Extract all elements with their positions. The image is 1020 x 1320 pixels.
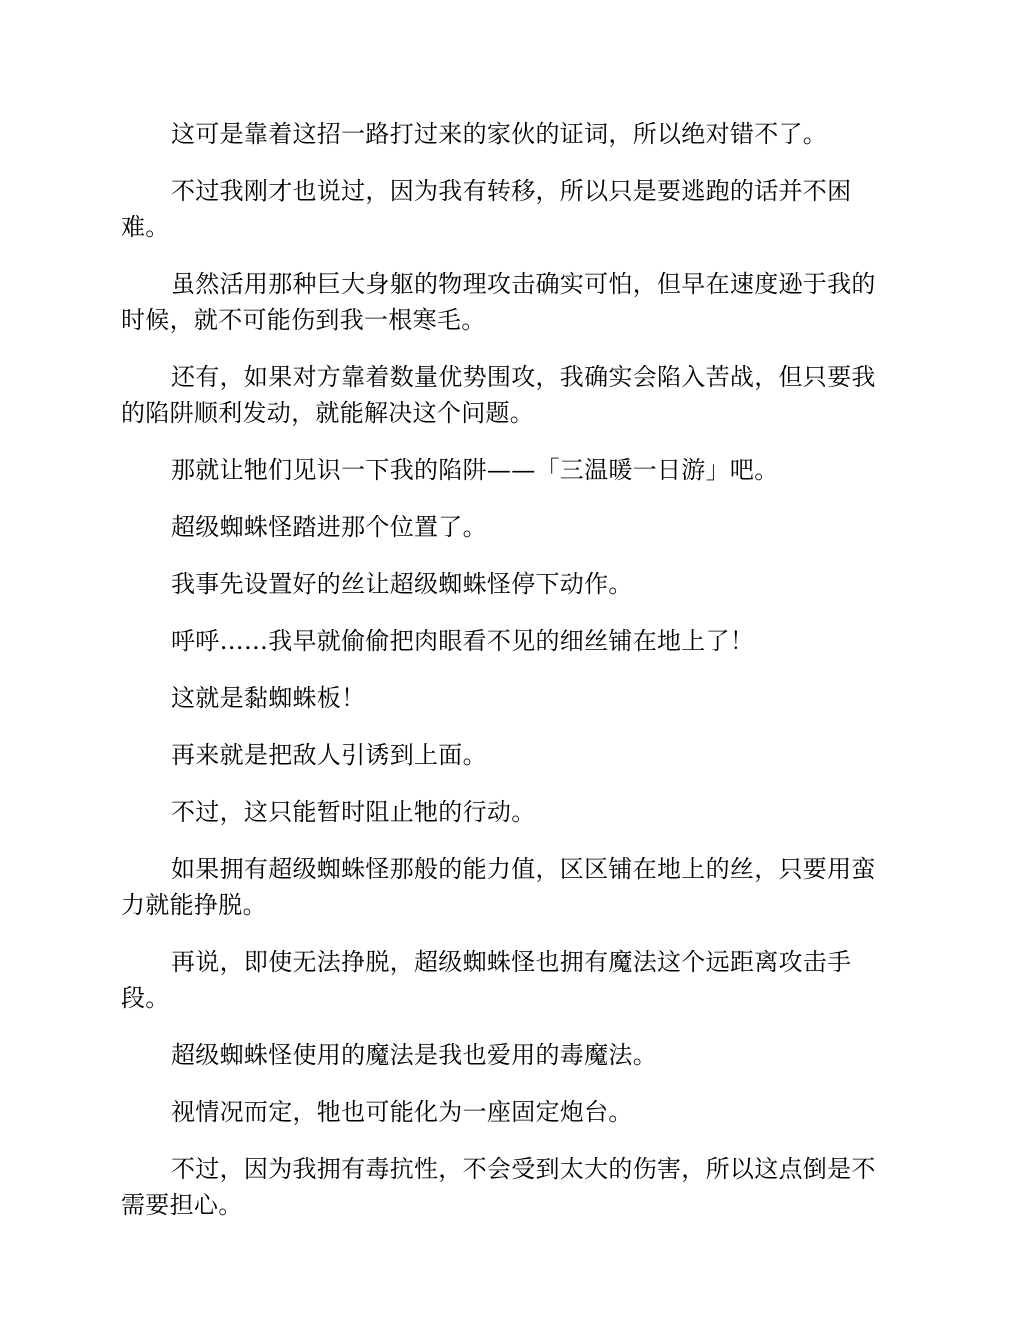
paragraph: 再来就是把敌人引诱到上面。 xyxy=(171,741,487,769)
paragraph: 再说，即使无法挣脱，超级蜘蛛怪也拥有魔法这个远距离攻击手段。 xyxy=(121,948,852,1012)
paragraph: 这就是黏蜘蛛板！ xyxy=(171,684,366,712)
paragraph: 超级蜘蛛怪使用的魔法是我也爱用的毒魔法。 xyxy=(171,1041,657,1069)
paragraph: 超级蜘蛛怪踏进那个位置了。 xyxy=(171,513,487,541)
paragraph: 还有，如果对方靠着数量优势围攻，我确实会陷入苦战，但只要我的陷阱顺利发动，就能解决这个问题。 xyxy=(121,363,876,427)
paragraph: 那就让牠们见识一下我的陷阱——「三温暖一日游」吧。 xyxy=(171,456,779,484)
document-body xyxy=(121,116,899,1244)
paragraph: 这可是靠着这招一路打过来的家伙的证词，所以绝对错不了。 xyxy=(171,120,828,148)
paragraph: 如果拥有超级蜘蛛怪那般的能力值，区区铺在地上的丝，只要用蛮力就能挣脱。 xyxy=(121,855,876,919)
paragraph: 不过，因为我拥有毒抗性，不会受到太大的伤害，所以这点倒是不需要担心。 xyxy=(121,1155,876,1219)
paragraph: 呼呼……我早就偷偷把肉眼看不见的细丝铺在地上了！ xyxy=(171,627,755,655)
paragraph: 我事先设置好的丝让超级蜘蛛怪停下动作。 xyxy=(171,570,633,598)
paragraph: 不过我刚才也说过，因为我有转移，所以只是要逃跑的话并不困难。 xyxy=(121,177,852,241)
paragraph: 视情况而定，牠也可能化为一座固定炮台。 xyxy=(171,1098,633,1126)
paragraph: 虽然活用那种巨大身躯的物理攻击确实可怕，但早在速度逊于我的时候，就不可能伤到我一根寒毛。 xyxy=(121,270,876,334)
paragraph: 不过，这只能暂时阻止牠的行动。 xyxy=(171,798,536,826)
